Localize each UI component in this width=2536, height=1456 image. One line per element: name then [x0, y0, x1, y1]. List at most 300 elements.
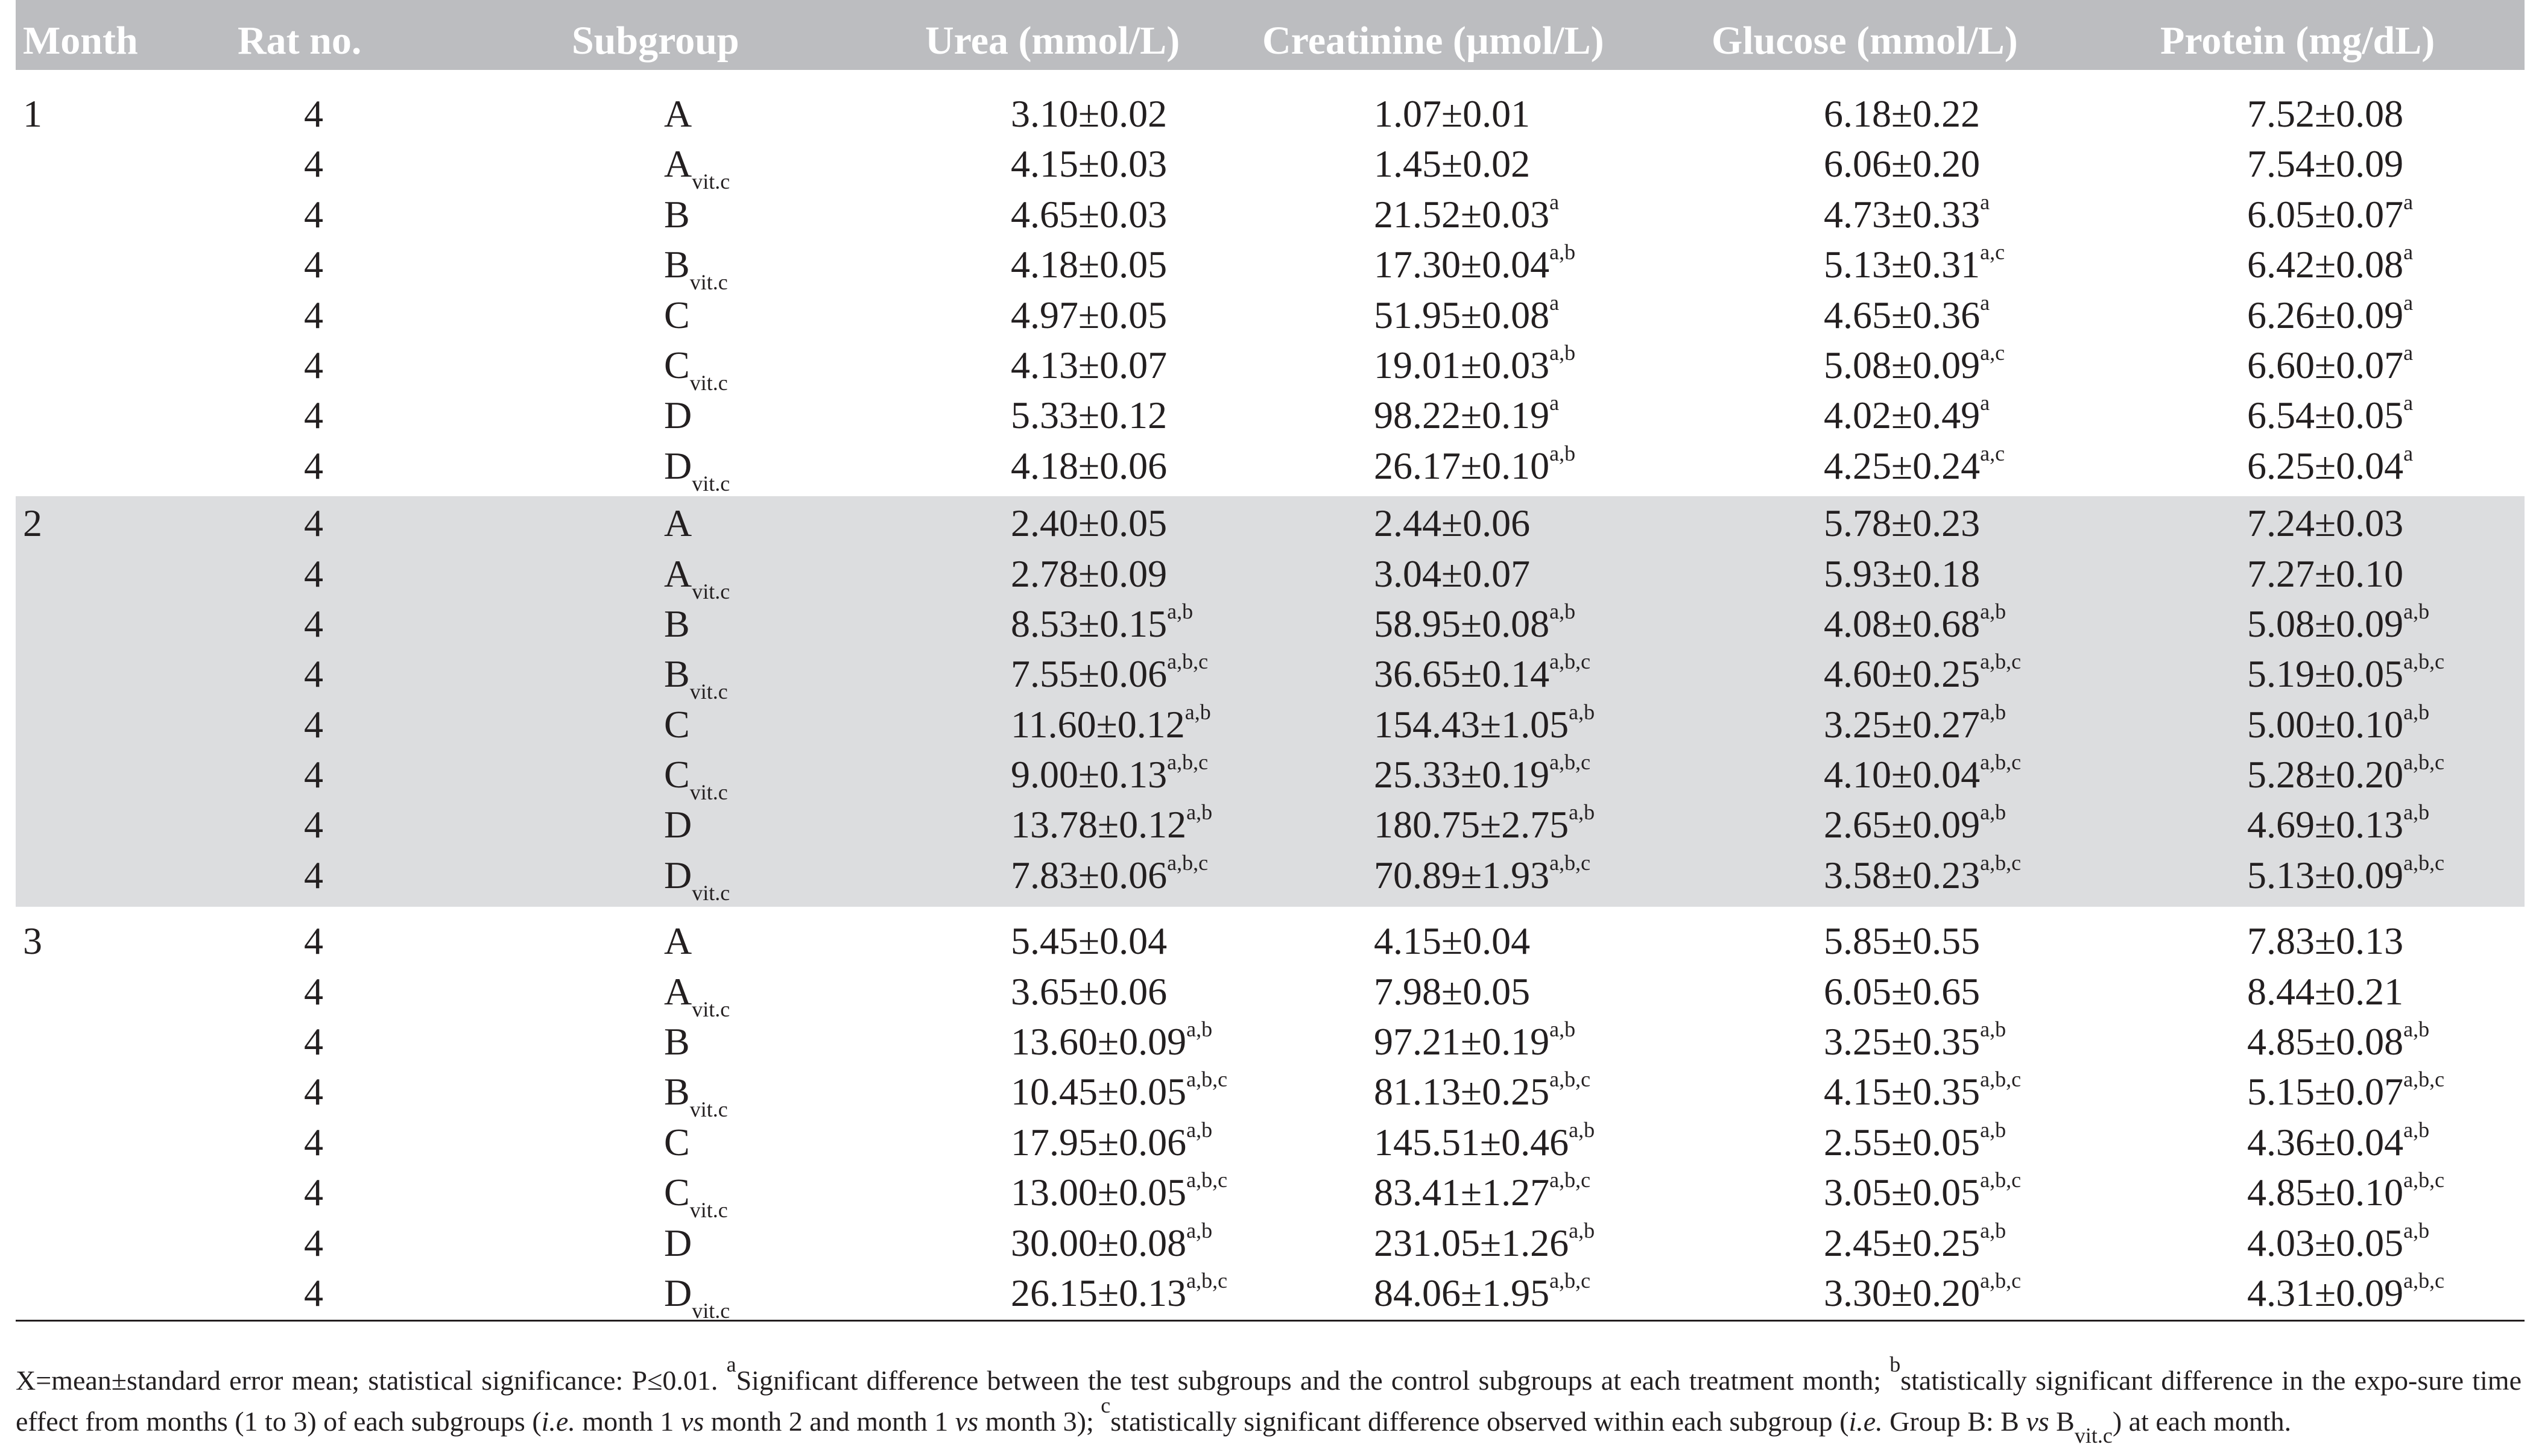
cell-rat-no-value: 4 [304, 394, 323, 437]
cell-glucose-value: 6.18±0.22 [1824, 92, 1981, 135]
cell-protein [2247, 1170, 2444, 1215]
cell-rat-no [304, 444, 323, 488]
significance-superscript: a,b,c [1167, 850, 1209, 875]
table-header [16, 0, 2525, 70]
table-row [16, 649, 2525, 704]
cell-protein [2247, 142, 2403, 186]
cell-urea-value: 2.78±0.09 [1011, 552, 1168, 595]
cell-creatinine [1374, 501, 1530, 546]
cell-urea [1011, 850, 1209, 898]
cell-glucose [1824, 501, 1980, 546]
footnote-text: ) at each month. [2112, 1406, 2292, 1437]
cell-creatinine [1374, 802, 1595, 847]
significance-superscript: a,b [1167, 599, 1194, 623]
cell-glucose [1824, 649, 2022, 696]
cell-rat-no-value: 4 [304, 502, 323, 545]
cell-creatinine-value: 51.95±0.08 [1374, 293, 1550, 336]
subgroup-subscript: vit.c [689, 1097, 728, 1122]
footnote-sup-a: a [726, 1352, 736, 1376]
significance-superscript: a [2403, 340, 2414, 365]
table-row [16, 600, 2525, 651]
cell-rat-no [304, 552, 323, 596]
cell-creatinine [1374, 1117, 1595, 1165]
cell-protein-value: 4.31±0.09 [2247, 1271, 2404, 1314]
significance-superscript: a,b [1569, 800, 1595, 825]
table-row [16, 292, 2525, 342]
table-footnote [16, 1352, 2522, 1448]
cell-protein-value: 7.27±0.10 [2247, 552, 2404, 595]
cell-protein-value: 4.69±0.13 [2247, 803, 2404, 846]
cell-urea-value: 10.45±0.05 [1011, 1070, 1187, 1114]
cell-protein-value: 4.03±0.05 [2247, 1221, 2404, 1264]
cell-creatinine-value: 84.06±1.95 [1374, 1271, 1550, 1314]
subgroup-subscript: vit.c [689, 780, 728, 805]
cell-glucose-value: 3.25±0.27 [1824, 702, 1981, 746]
cell-rat-no [304, 242, 323, 287]
significance-superscript: a,b [1569, 699, 1595, 724]
significance-superscript: a,b [1186, 1017, 1213, 1042]
cell-subgroup [664, 853, 730, 905]
table-row [16, 441, 2525, 496]
significance-superscript: a,b [1980, 1017, 2006, 1042]
cell-urea-value: 13.60±0.09 [1011, 1020, 1187, 1064]
cell-rat-no-value: 4 [304, 92, 323, 135]
cell-urea [1011, 599, 1194, 646]
table-row [16, 90, 2525, 140]
significance-superscript: a [1980, 189, 1990, 214]
cell-urea [1011, 1268, 1228, 1316]
cell-rat-no [304, 92, 323, 136]
significance-superscript: a,b,c [1980, 750, 2022, 775]
significance-superscript: a,b [1549, 340, 1576, 365]
bottom-rule [16, 1320, 2525, 1322]
cell-creatinine [1374, 552, 1530, 596]
cell-rat-no-value: 4 [304, 552, 323, 595]
significance-superscript: a,c [1980, 240, 2005, 265]
significance-superscript: a,b [1569, 1117, 1595, 1142]
cell-subgroup-value: A [664, 142, 692, 186]
cell-protein [2247, 242, 2413, 287]
significance-superscript: a [2403, 290, 2414, 315]
cell-glucose [1824, 393, 1990, 438]
header-protein: Protein (mg/dL) [2160, 19, 2435, 63]
cell-rat-no-value: 4 [304, 753, 323, 796]
cell-subgroup [664, 702, 690, 747]
table-row [16, 500, 2525, 550]
subgroup-subscript: vit.c [689, 270, 728, 295]
cell-rat-no [304, 1070, 323, 1114]
cell-glucose-value: 2.45±0.25 [1824, 1221, 1981, 1264]
cell-rat-no-value: 4 [304, 969, 323, 1013]
significance-superscript: a,b,c [1549, 1268, 1591, 1293]
footnote-ie: i.e. [1848, 1406, 1883, 1437]
cell-protein [2247, 969, 2403, 1014]
table-row [16, 750, 2525, 805]
cell-month: 1 [23, 92, 42, 135]
cell-rat-no [304, 802, 323, 847]
cell-creatinine-value: 145.51±0.46 [1374, 1120, 1569, 1164]
cell-rat-no-value: 4 [304, 1020, 323, 1064]
cell-protein-value: 7.52±0.08 [2247, 92, 2404, 135]
cell-rat-no [304, 602, 323, 646]
footnote-sup-b: b [1889, 1352, 1901, 1376]
cell-urea [1011, 192, 1167, 237]
subgroup-subscript: vit.c [689, 1198, 728, 1223]
significance-superscript: a,b [1980, 699, 2006, 724]
significance-superscript: a [1980, 290, 1990, 315]
cell-creatinine [1374, 1067, 1591, 1114]
table-row [16, 140, 2525, 194]
significance-superscript: a [1549, 391, 1560, 415]
table-row [16, 550, 2525, 604]
significance-superscript: a,b [1186, 1218, 1213, 1243]
cell-subgroup [664, 192, 690, 237]
cell-glucose [1824, 290, 1990, 338]
cell-protein-value: 6.54±0.05 [2247, 394, 2404, 437]
cell-subgroup [664, 1120, 690, 1165]
cell-urea-value: 13.78±0.12 [1011, 803, 1187, 846]
cell-creatinine-value: 70.89±1.93 [1374, 853, 1550, 897]
cell-subgroup [664, 802, 692, 847]
subgroup-subscript: vit.c [692, 169, 730, 194]
significance-superscript: a,b [1980, 800, 2006, 825]
cell-urea [1011, 699, 1211, 747]
footnote-text: statistically significant difference in the expo-sure time effect from months (1 to 3) of each subgroups ( [16, 1365, 2522, 1437]
significance-superscript: a,b [1980, 599, 2006, 623]
cell-urea-value: 17.95±0.06 [1011, 1120, 1187, 1164]
cell-creatinine [1374, 649, 1591, 696]
cell-protein-value: 4.36±0.04 [2247, 1120, 2404, 1164]
cell-rat-no-value: 4 [304, 243, 323, 286]
cell-urea-value: 30.00±0.08 [1011, 1221, 1187, 1264]
cell-subgroup-value: B [664, 652, 690, 696]
cell-subgroup-value: A [664, 92, 692, 135]
cell-glucose [1824, 699, 2006, 747]
cell-urea-value: 4.13±0.07 [1011, 343, 1168, 386]
cell-creatinine-value: 154.43±1.05 [1374, 702, 1569, 746]
cell-rat-no [304, 853, 323, 898]
cell-creatinine-value: 83.41±1.27 [1374, 1171, 1550, 1214]
significance-superscript: a,b,c [1549, 850, 1591, 875]
cell-glucose [1824, 599, 2006, 646]
significance-superscript: a,b [1980, 1117, 2006, 1142]
cell-urea [1011, 393, 1167, 438]
footnote-text: month 3); [978, 1406, 1101, 1437]
cell-urea [1011, 802, 1212, 847]
significance-superscript: a,b,c [1980, 1067, 2022, 1092]
significance-superscript: a [2403, 391, 2414, 415]
cell-glucose-value: 6.06±0.20 [1824, 142, 1981, 186]
cell-glucose [1824, 969, 1980, 1014]
cell-urea-value: 4.18±0.05 [1011, 243, 1168, 286]
cell-subgroup-value: A [664, 919, 692, 963]
significance-superscript: a,b,c [2403, 1067, 2445, 1092]
cell-glucose-value: 4.15±0.35 [1824, 1070, 1981, 1114]
cell-rat-no [304, 1020, 323, 1064]
cell-creatinine [1374, 599, 1576, 646]
cell-subgroup [664, 652, 728, 704]
footnote-vs: vs [955, 1406, 979, 1437]
cell-protein [2247, 393, 2413, 438]
cell-urea [1011, 752, 1208, 797]
cell-subgroup [664, 142, 730, 194]
header-month: Month [23, 19, 138, 63]
cell-creatinine [1374, 850, 1591, 898]
table-row [16, 1018, 2525, 1068]
cell-subgroup [664, 1271, 730, 1323]
cell-urea-value: 5.33±0.12 [1011, 394, 1168, 437]
footnote-text: Significant difference between the test subgroups and the control subgroups at each treatment month; [736, 1365, 1890, 1396]
subgroup-subscript: vit.c [692, 471, 730, 496]
subgroup-subscript: vit.c [692, 579, 730, 604]
cell-creatinine [1374, 969, 1530, 1014]
cell-glucose-value: 5.78±0.23 [1824, 502, 1981, 545]
cell-subgroup [664, 242, 728, 295]
significance-superscript: a,b [1549, 599, 1576, 623]
subgroup-subscript: vit.c [692, 880, 730, 905]
significance-superscript: a,b [1549, 1017, 1576, 1042]
significance-superscript: a,b [2403, 1117, 2430, 1142]
cell-creatinine-value: 231.05±1.26 [1374, 1221, 1569, 1264]
significance-superscript: a [2403, 189, 2414, 214]
table-body [16, 90, 2525, 1323]
cell-rat-no-value: 4 [304, 1221, 323, 1264]
cell-urea [1011, 1170, 1227, 1215]
cell-protein-value: 6.25±0.04 [2247, 444, 2404, 487]
cell-rat-no [304, 752, 323, 797]
footnote-text: B [2049, 1406, 2075, 1437]
cell-creatinine-value: 1.45±0.02 [1374, 142, 1531, 186]
cell-glucose-value: 2.65±0.09 [1824, 803, 1981, 846]
cell-rat-no-value: 4 [304, 142, 323, 186]
cell-urea [1011, 293, 1167, 338]
significance-superscript: a,b [1186, 800, 1213, 825]
cell-protein [2247, 1268, 2445, 1316]
significance-superscript: a,b [1980, 1218, 2006, 1243]
cell-glucose [1824, 441, 2005, 488]
cell-protein-value: 6.26±0.09 [2247, 293, 2404, 336]
cell-urea-value: 4.97±0.05 [1011, 293, 1168, 336]
cell-protein-value: 5.28±0.20 [2247, 753, 2404, 796]
cell-subgroup [664, 602, 690, 646]
footnote-sub-vitc: vit.c [2074, 1423, 2113, 1448]
cell-rat-no-value: 4 [304, 702, 323, 746]
cell-glucose-value: 3.30±0.20 [1824, 1271, 1981, 1314]
cell-rat-no [304, 343, 323, 388]
cell-protein-value: 5.00±0.10 [2247, 702, 2404, 746]
cell-glucose-value: 5.85±0.55 [1824, 919, 1981, 963]
cell-urea-value: 4.18±0.06 [1011, 444, 1168, 487]
cell-creatinine [1374, 142, 1530, 186]
cell-glucose-value: 2.55±0.05 [1824, 1120, 1981, 1164]
data-table [16, 0, 2525, 1322]
cell-glucose [1824, 752, 2021, 797]
significance-superscript: a [1980, 391, 1990, 415]
cell-protein [2247, 1017, 2430, 1064]
cell-rat-no-value: 4 [304, 602, 323, 645]
cell-subgroup-value: A [664, 552, 692, 595]
cell-glucose [1824, 340, 2005, 388]
cell-glucose-value: 4.60±0.25 [1824, 652, 1981, 696]
footnote-text: statistically significant difference observed within each subgroup ( [1110, 1406, 1849, 1437]
significance-superscript: a,b [1549, 441, 1576, 465]
cell-protein [2247, 1117, 2430, 1165]
cell-rat-no [304, 142, 323, 186]
significance-superscript: a,b,c [1980, 1168, 2022, 1193]
cell-creatinine-value: 21.52±0.03 [1374, 192, 1550, 236]
cell-urea [1011, 501, 1167, 546]
cell-protein [2247, 1218, 2430, 1265]
cell-protein-value: 6.42±0.08 [2247, 243, 2404, 286]
cell-urea [1011, 92, 1167, 136]
significance-superscript: a,b [1186, 1117, 1213, 1142]
significance-superscript: a,b [2403, 599, 2430, 623]
significance-superscript: a,b,c [1167, 750, 1209, 775]
cell-protein-value: 6.60±0.07 [2247, 343, 2404, 386]
cell-urea-value: 7.83±0.06 [1011, 853, 1168, 897]
table-row [16, 801, 2525, 851]
cell-month: 3 [23, 919, 42, 963]
significance-superscript: a,b,c [1549, 1168, 1591, 1193]
cell-rat-no [304, 969, 323, 1014]
cell-protein-value: 5.13±0.09 [2247, 853, 2404, 897]
footnote-text: X=mean±standard error mean; statistical significance: P≤0.01. [16, 1365, 727, 1396]
cell-subgroup-value: A [664, 969, 692, 1013]
cell-glucose [1824, 1268, 2022, 1316]
cell-urea [1011, 1218, 1213, 1265]
table-row [16, 1220, 2525, 1270]
significance-superscript: a,b,c [1549, 1067, 1591, 1092]
cell-protein [2247, 850, 2445, 898]
cell-rat-no-value: 4 [304, 1120, 323, 1164]
cell-subgroup [664, 393, 692, 438]
significance-superscript: a,b,c [1549, 649, 1591, 674]
cell-protein-value: 5.15±0.07 [2247, 1070, 2404, 1114]
cell-creatinine [1374, 290, 1560, 338]
cell-urea-value: 3.10±0.02 [1011, 92, 1168, 135]
cell-creatinine [1374, 919, 1530, 963]
cell-urea [1011, 552, 1167, 596]
cell-subgroup [664, 969, 730, 1021]
significance-superscript: a,b [2403, 1017, 2430, 1042]
significance-superscript: a [2403, 240, 2414, 265]
significance-superscript: a,b [1549, 240, 1576, 265]
cell-rat-no-value: 4 [304, 652, 323, 696]
cell-creatinine [1374, 1218, 1595, 1265]
cell-creatinine-value: 7.98±0.05 [1374, 969, 1531, 1013]
cell-protein [2247, 802, 2429, 847]
cell-glucose-value: 6.05±0.65 [1824, 969, 1981, 1013]
cell-protein [2247, 919, 2403, 963]
significance-superscript: a,b [1184, 699, 1211, 724]
cell-rat-no [304, 652, 323, 696]
cell-urea-value: 11.60±0.12 [1011, 702, 1185, 746]
cell-rat-no [304, 501, 323, 546]
cell-subgroup-value: B [664, 1020, 690, 1064]
cell-urea [1011, 1117, 1213, 1165]
cell-creatinine-value: 97.21±0.19 [1374, 1020, 1550, 1064]
cell-glucose [1824, 1067, 2022, 1114]
cell-subgroup [664, 343, 728, 395]
significance-superscript: a,b [1569, 1218, 1595, 1243]
cell-rat-no-value: 4 [304, 1171, 323, 1214]
cell-creatinine [1374, 340, 1576, 388]
cell-subgroup-value: C [664, 343, 690, 386]
cell-glucose [1824, 142, 1980, 186]
header-glucose: Glucose (mmol/L) [1712, 19, 2018, 63]
cell-urea [1011, 1017, 1213, 1064]
cell-urea [1011, 444, 1167, 488]
cell-rat-no-value: 4 [304, 1070, 323, 1114]
cell-creatinine-value: 36.65±0.14 [1374, 652, 1550, 696]
table-row [16, 240, 2525, 295]
cell-rat-no-value: 4 [304, 853, 323, 897]
footnote-ie: i.e. [541, 1406, 575, 1437]
cell-protein [2247, 552, 2403, 596]
cell-urea-value: 9.00±0.13 [1011, 753, 1168, 796]
cell-protein [2247, 92, 2403, 136]
cell-creatinine [1374, 441, 1576, 488]
significance-superscript: a,b,c [2403, 750, 2445, 775]
cell-protein-value: 6.05±0.07 [2247, 192, 2404, 236]
cell-glucose [1824, 919, 1980, 963]
significance-superscript: a,c [1980, 340, 2005, 365]
cell-creatinine-value: 98.22±0.19 [1374, 394, 1550, 437]
cell-protein-value: 8.44±0.21 [2247, 969, 2404, 1013]
cell-glucose-value: 5.93±0.18 [1824, 552, 1981, 595]
cell-glucose-value: 3.58±0.23 [1824, 853, 1981, 897]
table-row [16, 968, 2525, 1021]
cell-rat-no [304, 1221, 323, 1265]
cell-subgroup-value: C [664, 1120, 690, 1164]
cell-month: 2 [23, 502, 42, 545]
cell-glucose [1824, 552, 1980, 596]
table-row [16, 1119, 2525, 1169]
cell-rat-no [304, 192, 323, 237]
cell-rat-no-value: 4 [304, 1271, 323, 1314]
table-row [16, 850, 2525, 905]
cell-creatinine-value: 81.13±0.25 [1374, 1070, 1550, 1114]
cell-rat-no-value: 4 [304, 803, 323, 846]
cell-subgroup [664, 293, 690, 338]
cell-glucose [1824, 189, 1990, 237]
significance-superscript: a,b,c [1186, 1168, 1228, 1193]
significance-superscript: a,b,c [1167, 649, 1209, 674]
significance-superscript: a [1549, 290, 1560, 315]
cell-protein [2247, 441, 2414, 488]
significance-superscript: a,b [2403, 800, 2430, 825]
table-row [16, 191, 2525, 241]
significance-superscript: a,b,c [1980, 1268, 2022, 1293]
cell-creatinine [1374, 699, 1595, 747]
cell-creatinine [1374, 189, 1560, 237]
footnote-sup-c: c [1101, 1393, 1111, 1417]
cell-glucose-value: 3.05±0.05 [1824, 1171, 1981, 1214]
table-row [16, 392, 2525, 442]
cell-creatinine [1374, 393, 1559, 438]
footnote-text: month 2 and month 1 [704, 1406, 955, 1437]
cell-urea-value: 5.45±0.04 [1011, 919, 1168, 963]
cell-subgroup-value: D [664, 394, 692, 437]
cell-glucose-value: 4.25±0.24 [1824, 444, 1981, 487]
cell-protein [2247, 501, 2403, 546]
footnote-text: month 1 [575, 1406, 681, 1437]
cell-subgroup [664, 92, 692, 136]
cell-subgroup [664, 1221, 692, 1265]
cell-urea [1011, 242, 1167, 287]
cell-creatinine-value: 25.33±0.19 [1374, 753, 1550, 796]
significance-superscript: a,b,c [2403, 649, 2445, 674]
